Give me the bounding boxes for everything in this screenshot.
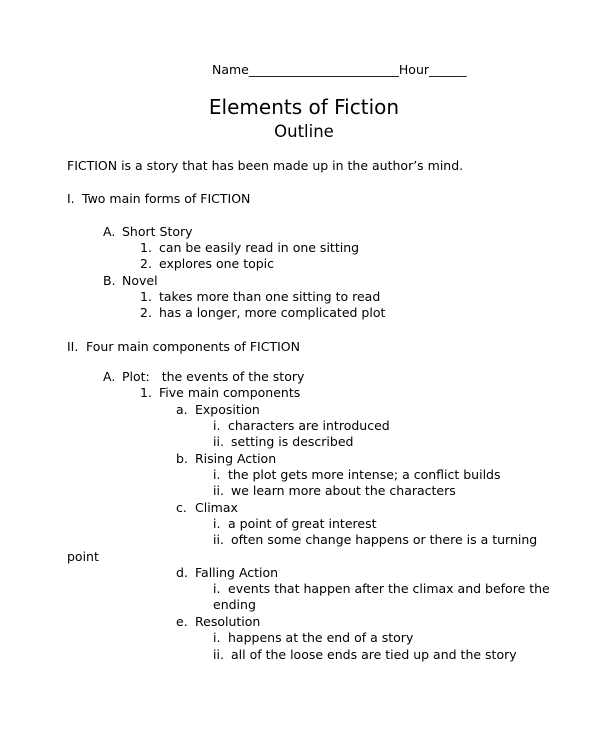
outline-marker: 2.: [140, 256, 152, 271]
outline-marker: c.: [176, 500, 187, 515]
page-subtitle: Outline: [274, 122, 334, 141]
outline-text: a point of great interest: [228, 516, 377, 531]
outline-text: can be easily read in one sitting: [159, 240, 360, 255]
outline-text: Plot: the events of the story: [122, 369, 305, 384]
outline-marker: ii.: [213, 647, 224, 662]
page-title: Elements of Fiction: [208, 95, 400, 119]
outline-marker: d.: [176, 565, 188, 580]
outline-text: often some change happens or there is a turning: [231, 532, 538, 547]
outline-marker: I.: [67, 191, 75, 206]
outline-text: Exposition: [195, 402, 260, 417]
outline-marker: i.: [213, 516, 221, 531]
outline-text: Two main forms of FICTION: [82, 191, 251, 206]
name-label: Name: [212, 62, 249, 77]
outline-marker: e.: [176, 614, 188, 629]
outline-marker: i.: [213, 418, 221, 433]
wrapped-text: point: [67, 549, 99, 564]
outline-text: setting is described: [231, 434, 354, 449]
outline-marker: i.: [213, 630, 221, 645]
outline-marker: 1.: [140, 240, 152, 255]
outline-text: the plot gets more intense; a conflict builds: [228, 467, 501, 482]
wrapped-text: ending: [213, 597, 256, 612]
intro-text: FICTION is a story that has been made up in the author’s mind.: [67, 158, 464, 173]
outline-marker: 2.: [140, 305, 152, 320]
outline-text: Resolution: [195, 614, 261, 629]
outline-text: happens at the end of a story: [228, 630, 414, 645]
outline-text: Short Story: [122, 224, 193, 239]
outline-marker: i.: [213, 467, 221, 482]
outline-text: characters are introduced: [228, 418, 390, 433]
outline-marker: b.: [176, 451, 188, 466]
outline-text: Novel: [122, 273, 158, 288]
outline-text: explores one topic: [159, 256, 275, 271]
outline-text: Rising Action: [195, 451, 277, 466]
outline-text: Four main components of FICTION: [86, 339, 300, 354]
outline-marker: ii.: [213, 434, 224, 449]
outline-marker: i.: [213, 581, 221, 596]
outline-marker: B.: [103, 273, 116, 288]
outline-marker: ii.: [213, 532, 224, 547]
outline-text: Climax: [195, 500, 238, 515]
outline-marker: A.: [103, 369, 116, 384]
hour-blank: ______: [429, 62, 467, 77]
outline-text: Falling Action: [195, 565, 279, 580]
hour-label: Hour: [398, 62, 429, 77]
outline-text: events that happen after the climax and before the: [228, 581, 550, 596]
outline-text: takes more than one sitting to read: [159, 289, 381, 304]
outline-marker: II.: [67, 339, 79, 354]
outline-text: has a longer, more complicated plot: [159, 305, 386, 320]
outline-marker: ii.: [213, 483, 224, 498]
name-hour-line: [212, 62, 467, 78]
outline-marker: A.: [103, 224, 116, 239]
outline-text: we learn more about the characters: [231, 483, 456, 498]
name-blank: ________________________: [248, 62, 399, 77]
outline-marker: 1.: [140, 385, 152, 400]
outline-marker: a.: [176, 402, 188, 417]
outline-text: Five main components: [159, 385, 301, 400]
outline-marker: 1.: [140, 289, 152, 304]
outline-text: all of the loose ends are tied up and the story: [231, 647, 517, 662]
